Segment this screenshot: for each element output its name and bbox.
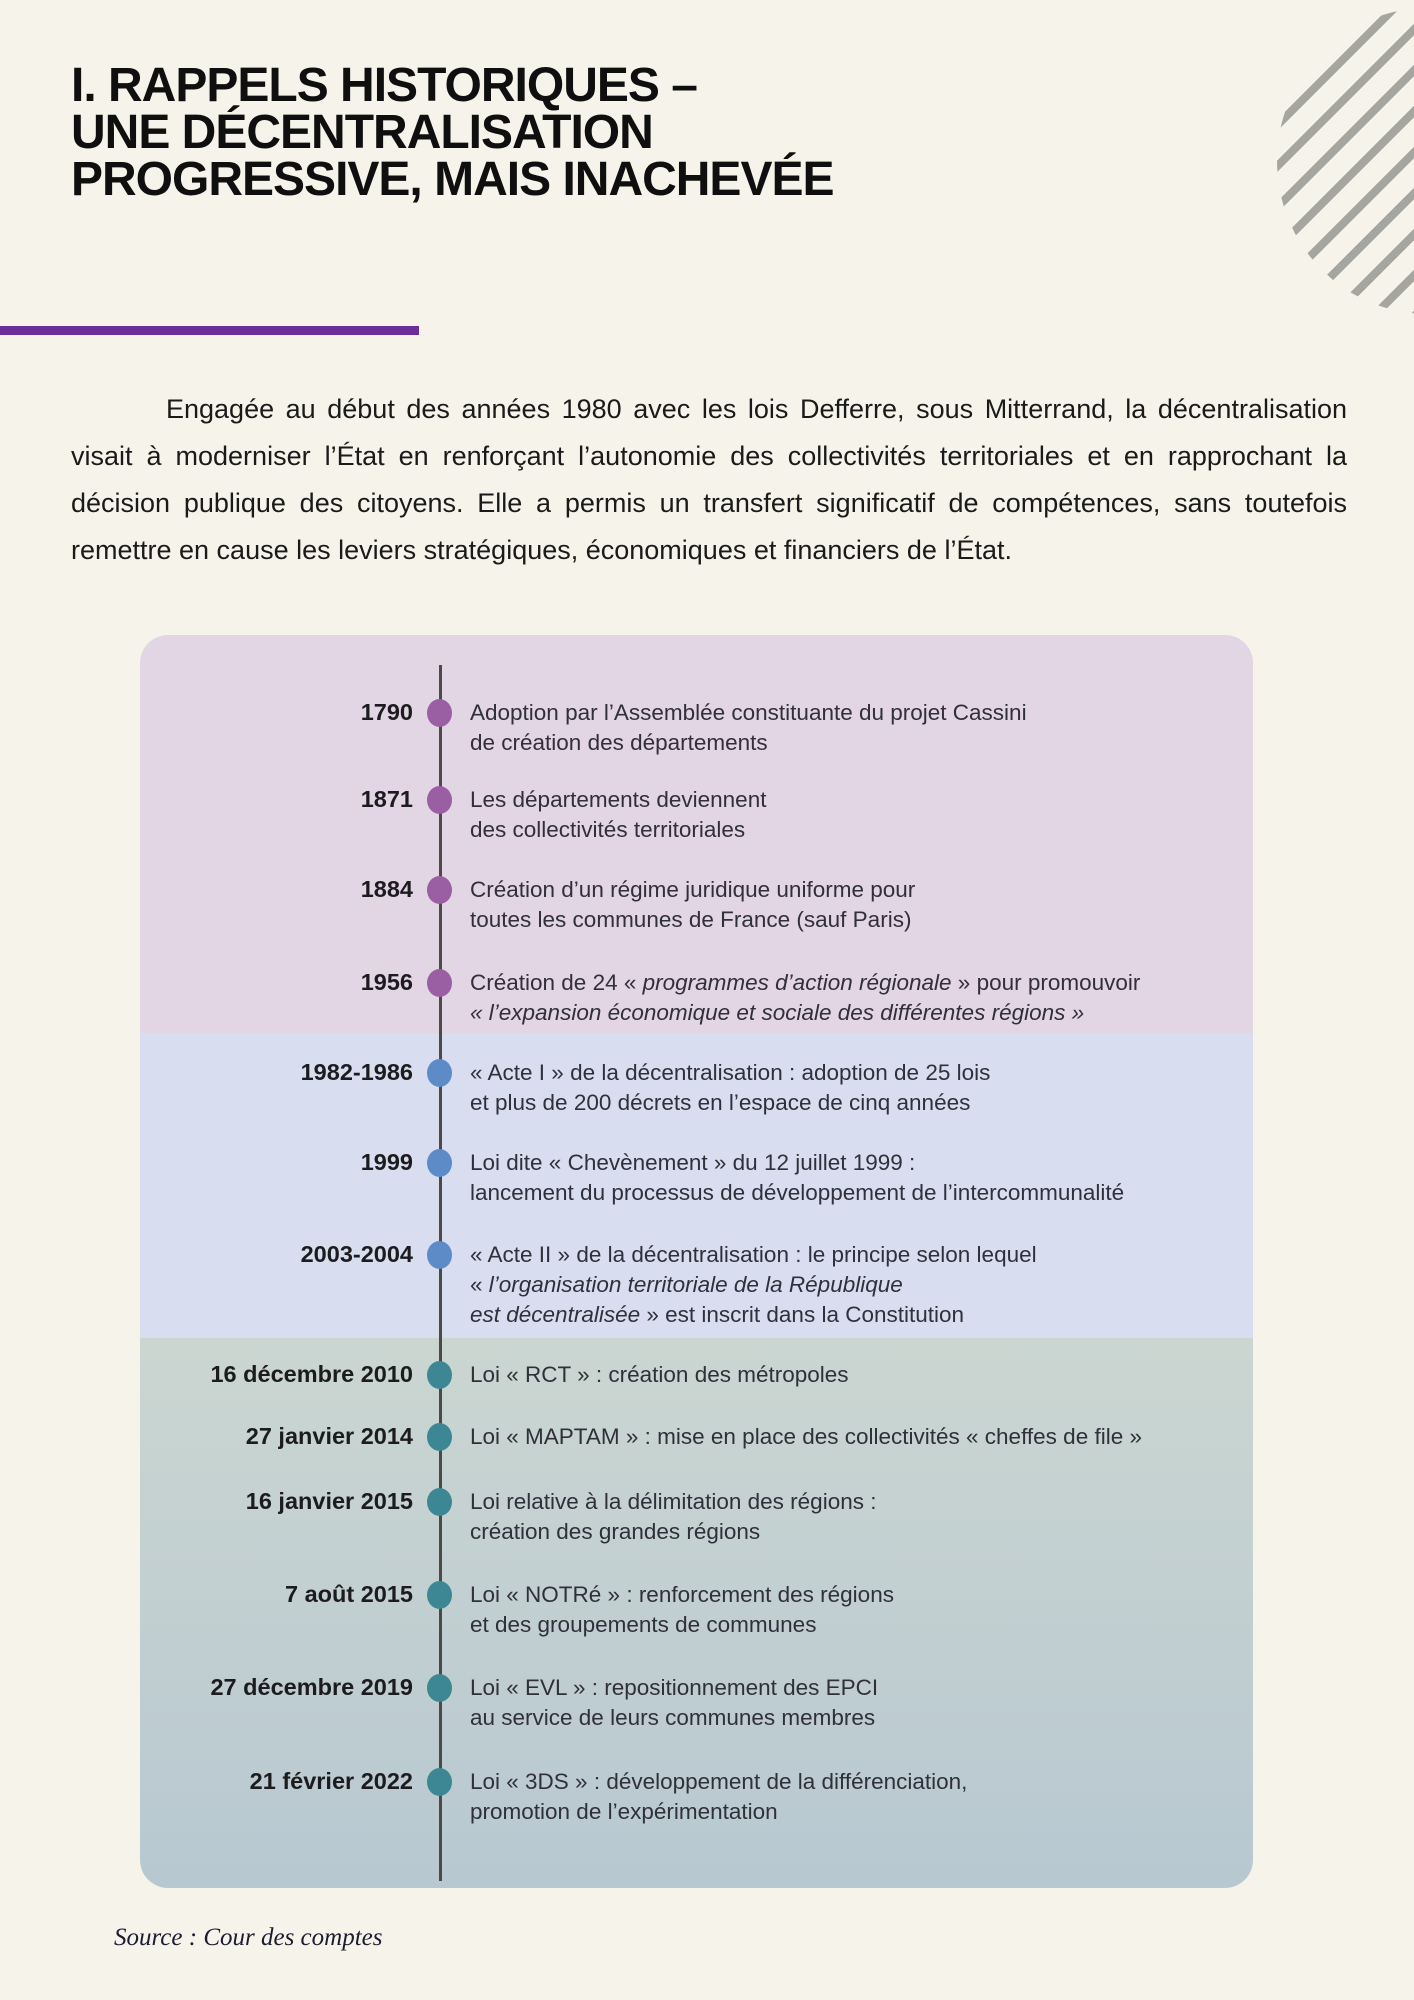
timeline-date: 1956 (360, 969, 413, 995)
timeline-dot-icon (427, 876, 452, 904)
timeline-dot-icon (427, 786, 452, 814)
accent-rule (0, 326, 419, 335)
timeline-date: 16 janvier 2015 (245, 1488, 413, 1514)
timeline-date: 1884 (360, 876, 413, 902)
timeline-date: 1790 (360, 699, 413, 725)
timeline-description: Loi dite « Chevènement » du 12 juillet 1999 : lancement du processus de développement de l’intercommunalité (470, 1150, 1125, 1205)
timeline-panel (140, 635, 1253, 1888)
timeline-description: Loi relative à la délimitation des régions : création des grandes régions (470, 1489, 877, 1544)
timeline-dot-icon (427, 1059, 452, 1087)
timeline-date: 1982-1986 (300, 1059, 413, 1085)
timeline-description: Adoption par l’Assemblée constituante du projet Cassini de création des départements (470, 700, 1027, 755)
timeline-description: Loi « EVL » : repositionnement des EPCI au service de leurs communes membres (470, 1675, 879, 1730)
timeline-description: « Acte II » de la décentralisation : le principe selon lequel « l’organisation territoriale de la République est décentralisée » est inscrit dans la Constitution (470, 1242, 1037, 1327)
page-title-line: UNE DÉCENTRALISATION (71, 106, 653, 159)
timeline-description: « Acte I » de la décentralisation : adoption de 25 lois et plus de 200 décrets en l’espace de cinq années (470, 1060, 991, 1115)
timeline-date: 27 janvier 2014 (245, 1423, 413, 1449)
timeline-dot-icon (427, 699, 452, 727)
source-note: Source : Cour des comptes (114, 1924, 383, 1951)
timeline-date: 27 décembre 2019 (210, 1674, 413, 1700)
timeline-date: 1871 (360, 786, 413, 812)
timeline-description: Loi « 3DS » : développement de la différenciation, promotion de l’expérimentation (470, 1769, 968, 1824)
timeline-dot-icon (427, 1423, 452, 1451)
page-title-line: I. RAPPELS HISTORIQUES – (71, 59, 697, 112)
timeline-description: Loi « RCT » : création des métropoles (470, 1362, 849, 1387)
timeline-description: Loi « NOTRé » : renforcement des régions et des groupements de communes (470, 1582, 894, 1637)
timeline-description: Loi « MAPTAM » : mise en place des collectivités « cheffes de file » (470, 1424, 1142, 1449)
timeline-dot-icon (427, 1768, 452, 1796)
timeline-dot-icon (427, 1581, 452, 1609)
timeline-description: Les départements deviennent des collectivités territoriales (470, 787, 767, 842)
timeline-date: 1999 (360, 1149, 413, 1175)
timeline-description: Création d’un régime juridique uniforme pour toutes les communes de France (sauf Paris) (470, 877, 916, 932)
page-title-line: PROGRESSIVE, MAIS INACHEVÉE (71, 153, 834, 206)
timeline-dot-icon (427, 1674, 452, 1702)
intro-paragraph: Engagée au début des années 1980 avec les lois Defferre, sous Mitterrand, la décentralisation visait à moderniser l’État en renforçant l’autonomie des collectivités territoriales et en rapprochant la décision publique des citoyens. Elle a permis un transfert significatif de compétences, sans toutefois remettre en cause les leviers stratégiques, économiques et financiers de l’État. (71, 394, 1347, 565)
timeline-date: 2003-2004 (300, 1241, 413, 1267)
timeline-dot-icon (427, 1241, 452, 1269)
page-title (71, 59, 834, 206)
timeline-date: 7 août 2015 (284, 1581, 413, 1607)
diagonal-stripes-icon (1277, 8, 1414, 314)
timeline-date: 21 février 2022 (249, 1768, 413, 1794)
timeline-dot-icon (427, 1488, 452, 1516)
timeline-dot-icon (427, 1361, 452, 1389)
timeline-dot-icon (427, 1149, 452, 1177)
timeline-date: 16 décembre 2010 (210, 1361, 413, 1387)
timeline-description: Création de 24 « programmes d’action régionale » pour promouvoir « l’expansion économique et sociale des différentes régions » (470, 970, 1141, 1025)
timeline-dot-icon (427, 969, 452, 997)
